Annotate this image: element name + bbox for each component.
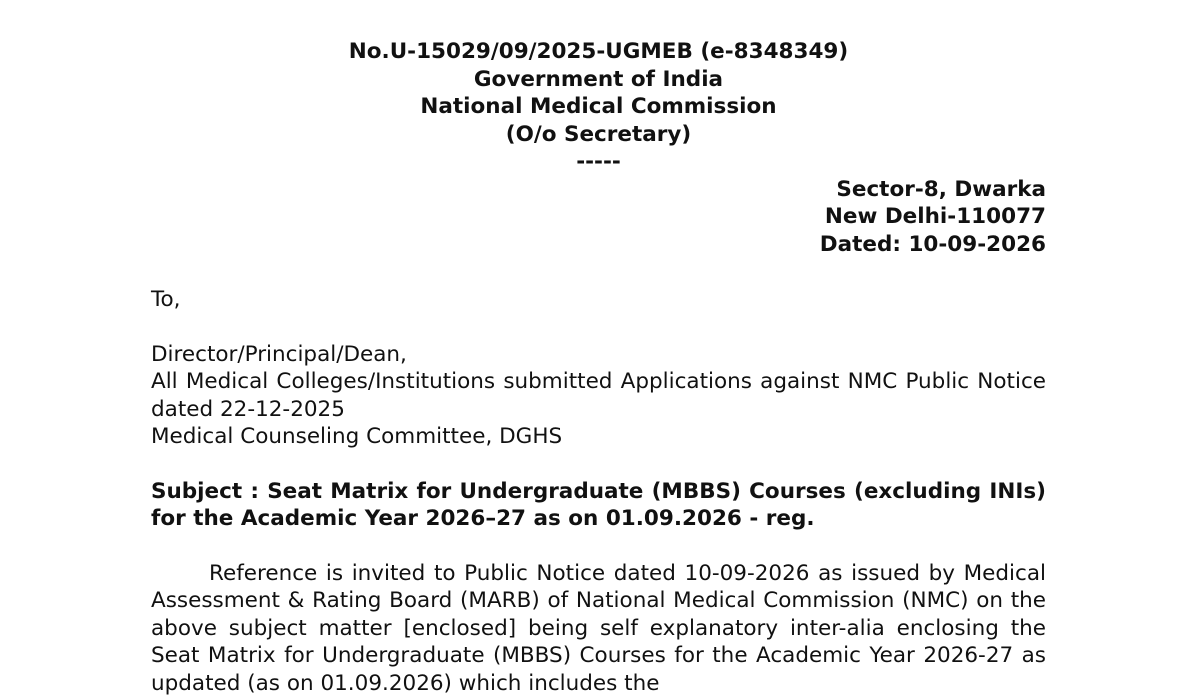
commission-name: National Medical Commission	[151, 93, 1046, 121]
recipient-line-2: All Medical Colleges/Institutions submitted Applications against NMC Public Notice dated 22-12-2025	[151, 368, 1046, 423]
government-name: Government of India	[151, 66, 1046, 94]
sender-address	[151, 176, 1046, 259]
salutation: To,	[151, 286, 1046, 314]
address-line-2: New Delhi-110077	[151, 203, 1046, 231]
recipients-block	[151, 341, 1046, 451]
recipient-line-3: Medical Counseling Committee, DGHS	[151, 423, 1046, 451]
letter-date: Dated: 10-09-2026	[151, 231, 1046, 259]
recipient-line-1: Director/Principal/Dean,	[151, 341, 1046, 369]
body-paragraph-1: Reference is invited to Public Notice dated 10-09-2026 as issued by Medical Assessment & Rating Board (MARB) of National Medical Commission (NMC) on the above subject matter [enclosed] being self explanatory inter-alia enclosing the Seat Matrix for Undergraduate (MBBS) Courses for the Academic Year 2026-27 as updated (as on 01.09.2026) which includes the	[151, 560, 1046, 697]
letter-header	[151, 38, 1046, 176]
letter-subject: Subject : Seat Matrix for Undergraduate (MBBS) Courses (excluding INIs) for the Academic Year 2026–27 as on 01.09.2026 - reg.	[151, 478, 1046, 533]
letter-page	[151, 38, 1046, 697]
header-separator: -----	[151, 148, 1046, 176]
reference-number: No.U-15029/09/2025-UGMEB (e-8348349)	[151, 38, 1046, 66]
address-line-1: Sector-8, Dwarka	[151, 176, 1046, 204]
office-name: (O/o Secretary)	[151, 121, 1046, 149]
